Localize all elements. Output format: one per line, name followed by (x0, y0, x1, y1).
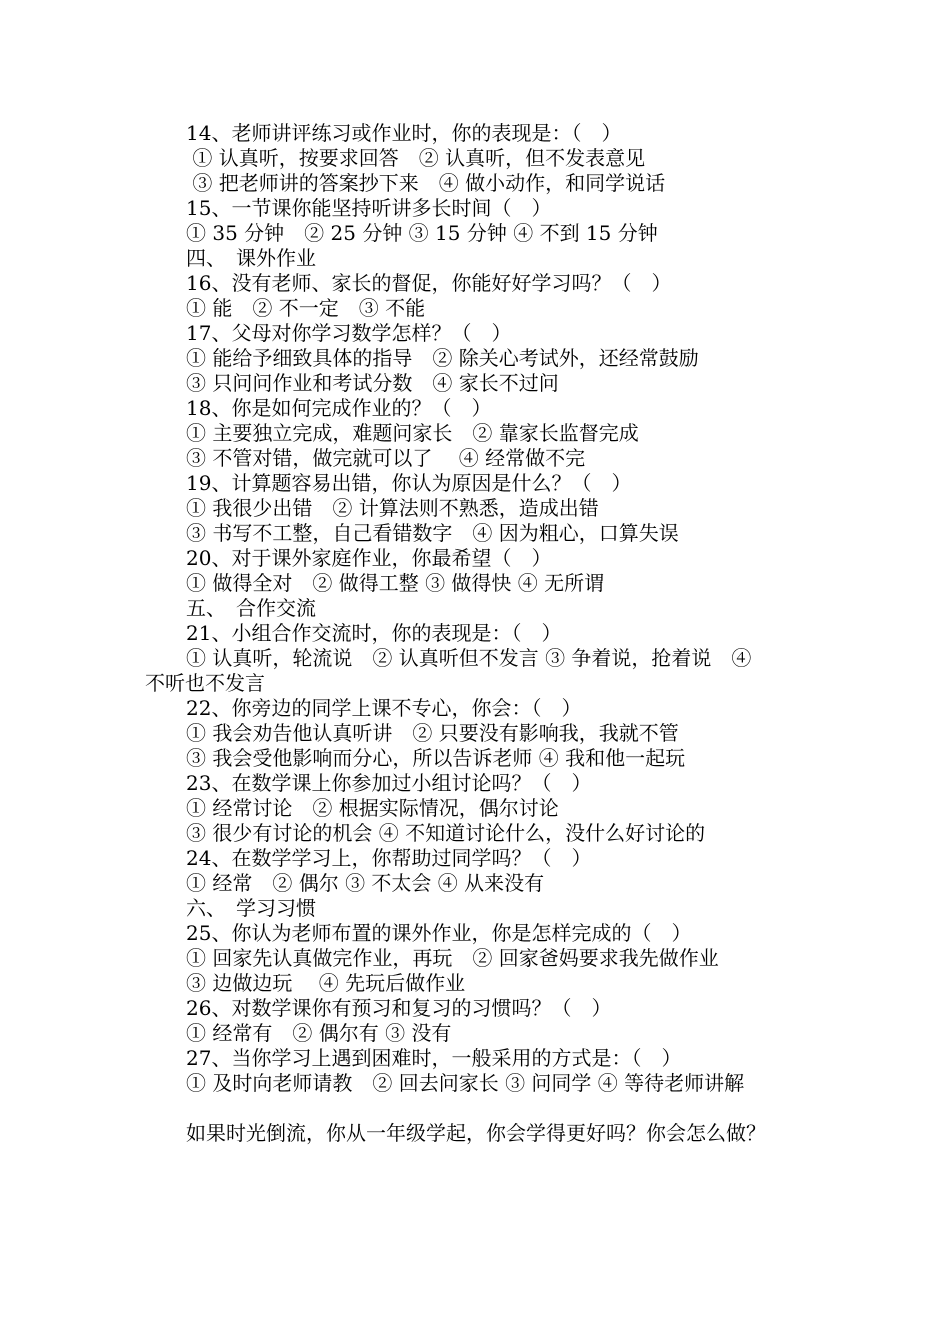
question-25: 25、你认为老师布置的课外作业，你是怎样完成的（ ） (186, 921, 692, 945)
question-27: 27、当你学习上遇到困难时，一般采用的方式是：（ ） (186, 1046, 682, 1070)
section-heading-6: 六、 学习习惯 (186, 896, 316, 920)
question-16-options: ① 能 ② 不一定 ③ 不能 (186, 296, 426, 320)
question-23-options-b: ③ 很少有讨论的机会 ④ 不知道讨论什么，没什么好讨论的 (186, 821, 706, 845)
question-16: 16、没有老师、家长的督促，你能好好学习吗？（ ） (186, 271, 672, 295)
section-heading-4: 四、 课外作业 (186, 246, 316, 270)
closing-question: 如果时光倒流，你从一年级学起，你会学得更好吗？你会怎么做？ (186, 1121, 766, 1145)
question-15-options: ① 35 分钟 ② 25 分钟 ③ 15 分钟 ④ 不到 15 分钟 (186, 221, 658, 245)
question-17: 17、父母对你学习数学怎样？（ ） (186, 321, 512, 345)
question-14: 14、老师讲评练习或作业时，你的表现是：（ ） (186, 121, 622, 145)
question-19: 19、计算题容易出错，你认为原因是什么？（ ） (186, 471, 632, 495)
question-23: 23、在数学课上你参加过小组讨论吗？（ ） (186, 771, 592, 795)
question-24: 24、在数学学习上，你帮助过同学吗？（ ） (186, 846, 592, 870)
question-21-options-continued: 不听也不发言 (145, 671, 265, 695)
question-25-options-b: ③ 边做边玩 ④ 先玩后做作业 (186, 971, 466, 995)
question-20: 20、对于课外家庭作业，你最希望（ ） (186, 546, 552, 570)
question-15: 15、一节课你能坚持听讲多长时间（ ） (186, 196, 552, 220)
question-20-options: ① 做得全对 ② 做得工整 ③ 做得快 ④ 无所谓 (186, 571, 605, 595)
question-18-options-b: ③ 不管对错，做完就可以了 ④ 经常做不完 (186, 446, 586, 470)
question-25-options-a: ① 回家先认真做完作业，再玩 ② 回家爸妈要求我先做作业 (186, 946, 719, 970)
question-21: 21、小组合作交流时，你的表现是：（ ） (186, 621, 562, 645)
question-21-options: ① 认真听，轮流说 ② 认真听但不发言 ③ 争着说，抢着说 ④ (186, 646, 752, 670)
question-26-options: ① 经常有 ② 偶尔有 ③ 没有 (186, 1021, 452, 1045)
question-22-options-b: ③ 我会受他影响而分心，所以告诉老师 ④ 我和他一起玩 (186, 746, 686, 770)
question-17-options-a: ① 能给予细致具体的指导 ② 除关心考试外，还经常鼓励 (186, 346, 699, 370)
question-19-options-a: ① 我很少出错 ② 计算法则不熟悉，造成出错 (186, 496, 599, 520)
question-26: 26、对数学课你有预习和复习的习惯吗？（ ） (186, 996, 612, 1020)
section-heading-5: 五、 合作交流 (186, 596, 316, 620)
question-18: 18、你是如何完成作业的？（ ） (186, 396, 492, 420)
question-14-options-a: ① 认真听，按要求回答 ② 认真听，但不发表意见 (186, 146, 646, 170)
question-22: 22、你旁边的同学上课不专心，你会：（ ） (186, 696, 582, 720)
question-24-options: ① 经常 ② 偶尔 ③ 不太会 ④ 从来没有 (186, 871, 545, 895)
question-14-options-b: ③ 把老师讲的答案抄下来 ④ 做小动作，和同学说话 (186, 171, 666, 195)
question-17-options-b: ③ 只问问作业和考试分数 ④ 家长不过问 (186, 371, 559, 395)
question-18-options-a: ① 主要独立完成，难题问家长 ② 靠家长监督完成 (186, 421, 639, 445)
question-27-options: ① 及时向老师请教 ② 回去问家长 ③ 问同学 ④ 等待老师讲解 (186, 1071, 745, 1095)
question-19-options-b: ③ 书写不工整，自己看错数字 ④ 因为粗心，口算失误 (186, 521, 679, 545)
question-23-options-a: ① 经常讨论 ② 根据实际情况，偶尔讨论 (186, 796, 559, 820)
question-22-options-a: ① 我会劝告他认真听讲 ② 只要没有影响我，我就不管 (186, 721, 679, 745)
blank-line (0, 1096, 950, 1121)
survey-content (0, 121, 950, 1146)
